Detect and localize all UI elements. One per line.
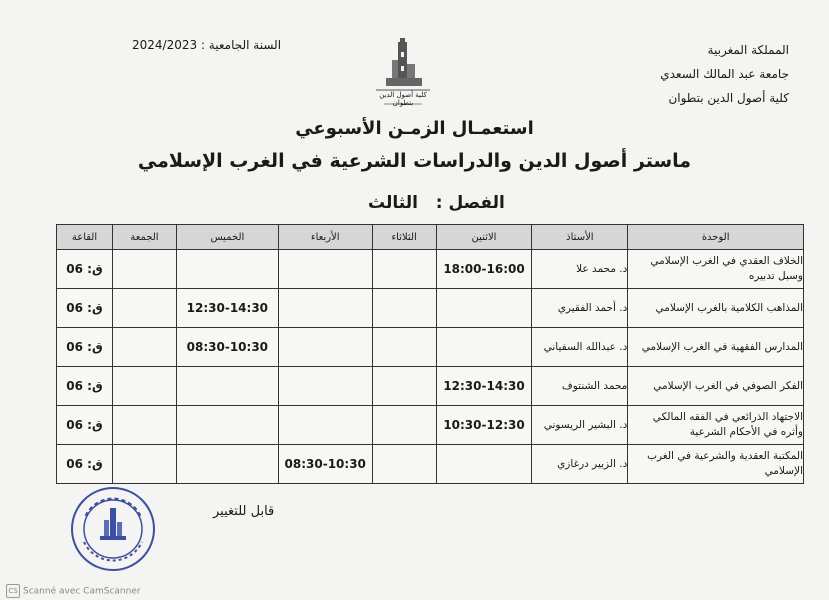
- thursday-cell: 08:30-10:30: [176, 328, 278, 367]
- monday-cell: [436, 328, 532, 367]
- col-thursday: الخميس: [176, 225, 278, 250]
- country-name: المملكة المغربية: [707, 43, 789, 57]
- tuesday-cell: [372, 367, 436, 406]
- wednesday-cell: [278, 406, 372, 445]
- schedule-table: [56, 224, 804, 484]
- friday-cell: [113, 406, 177, 445]
- faculty-stamp-icon: [70, 486, 156, 572]
- friday-cell: [113, 367, 177, 406]
- table-row: [57, 250, 804, 289]
- unit-cell: المذاهب الكلامية بالغرب الإسلامي: [628, 289, 804, 328]
- tuesday-cell: [372, 406, 436, 445]
- professor-cell: د. عبدالله السفياني: [532, 328, 628, 367]
- table-row: [57, 367, 804, 406]
- professor-cell: د. الزبير درغازي: [532, 445, 628, 484]
- unit-cell: المكتبة العقدية والشرعية في الغرب الإسلامي: [628, 445, 804, 484]
- tuesday-cell: [372, 250, 436, 289]
- room-cell: ق: 06: [57, 328, 113, 367]
- university-name: جامعة عبد المالك السعدي: [660, 67, 789, 81]
- col-unit: الوحدة: [628, 225, 804, 250]
- room-cell: ق: 06: [57, 289, 113, 328]
- page-title: استعمـال الزمـن الأسبوعي: [295, 118, 534, 139]
- room-cell: ق: 06: [57, 250, 113, 289]
- friday-cell: [113, 328, 177, 367]
- col-professor: الأستاذ: [532, 225, 628, 250]
- monday-cell: 10:30-12:30: [436, 406, 532, 445]
- monday-cell: [436, 289, 532, 328]
- wednesday-cell: [278, 289, 372, 328]
- monday-cell: [436, 445, 532, 484]
- wednesday-cell: [278, 328, 372, 367]
- table-row: [57, 406, 804, 445]
- table-row: [57, 328, 804, 367]
- semester-label: الفصل :: [435, 193, 505, 213]
- professor-cell: د. أحمد الفقيري: [532, 289, 628, 328]
- col-tuesday: الثلاثاء: [372, 225, 436, 250]
- monday-cell: 18:00-16:00: [436, 250, 532, 289]
- faculty-name: كلية أصول الدين بتطوان: [668, 91, 789, 105]
- institution-header: [660, 38, 789, 110]
- unit-cell: المدارس الفقهية في الغرب الإسلامي: [628, 328, 804, 367]
- friday-cell: [113, 445, 177, 484]
- col-wednesday: الأربعاء: [278, 225, 372, 250]
- col-monday: الاثنين: [436, 225, 532, 250]
- logo-caption: كلية أصول الدين بتطوان: [379, 91, 427, 107]
- thursday-cell: [176, 445, 278, 484]
- friday-cell: [113, 250, 177, 289]
- professor-cell: د. البشير الريسوني: [532, 406, 628, 445]
- camscanner-text: Scanné avec CamScanner: [23, 586, 141, 597]
- col-friday: الجمعة: [113, 225, 177, 250]
- room-cell: ق: 06: [57, 367, 113, 406]
- semester-value: الثالث: [368, 193, 418, 213]
- camscanner-icon: CS: [6, 584, 20, 598]
- academic-year: السنة الجامعية : 2024/2023: [132, 38, 282, 52]
- professor-cell: د. محمد علا: [532, 250, 628, 289]
- room-cell: ق: 06: [57, 445, 113, 484]
- friday-cell: [113, 289, 177, 328]
- unit-cell: الفكر الصوفي في الغرب الإسلامي: [628, 367, 804, 406]
- unit-cell: الاجتهاد الذرائعي في الفقه المالكي وأثره في الأحكام الشرعية: [628, 406, 804, 445]
- thursday-cell: [176, 250, 278, 289]
- thursday-cell: [176, 367, 278, 406]
- wednesday-cell: 08:30-10:30: [278, 445, 372, 484]
- table-row: [57, 445, 804, 484]
- monday-cell: 12:30-14:30: [436, 367, 532, 406]
- semester: [368, 193, 505, 213]
- camscanner-watermark: [6, 584, 141, 598]
- thursday-cell: 12:30-14:30: [176, 289, 278, 328]
- thursday-cell: [176, 406, 278, 445]
- tuesday-cell: [372, 445, 436, 484]
- faculty-logo-icon: [368, 38, 438, 110]
- program-title: ماستر أصول الدين والدراسات الشرعية في الغرب الإسلامي: [137, 150, 692, 172]
- wednesday-cell: [278, 250, 372, 289]
- col-room: القاعة: [57, 225, 113, 250]
- table-row: [57, 289, 804, 328]
- wednesday-cell: [278, 367, 372, 406]
- tuesday-cell: [372, 289, 436, 328]
- tuesday-cell: [372, 328, 436, 367]
- subject-to-change-note: قابل للتغيير: [213, 504, 275, 519]
- unit-cell: الخلاف العقدي في الغرب الإسلامي وسبل تدبيره: [628, 250, 804, 289]
- table-header-row: [57, 225, 804, 250]
- professor-cell: محمد الشنتوف: [532, 367, 628, 406]
- room-cell: ق: 06: [57, 406, 113, 445]
